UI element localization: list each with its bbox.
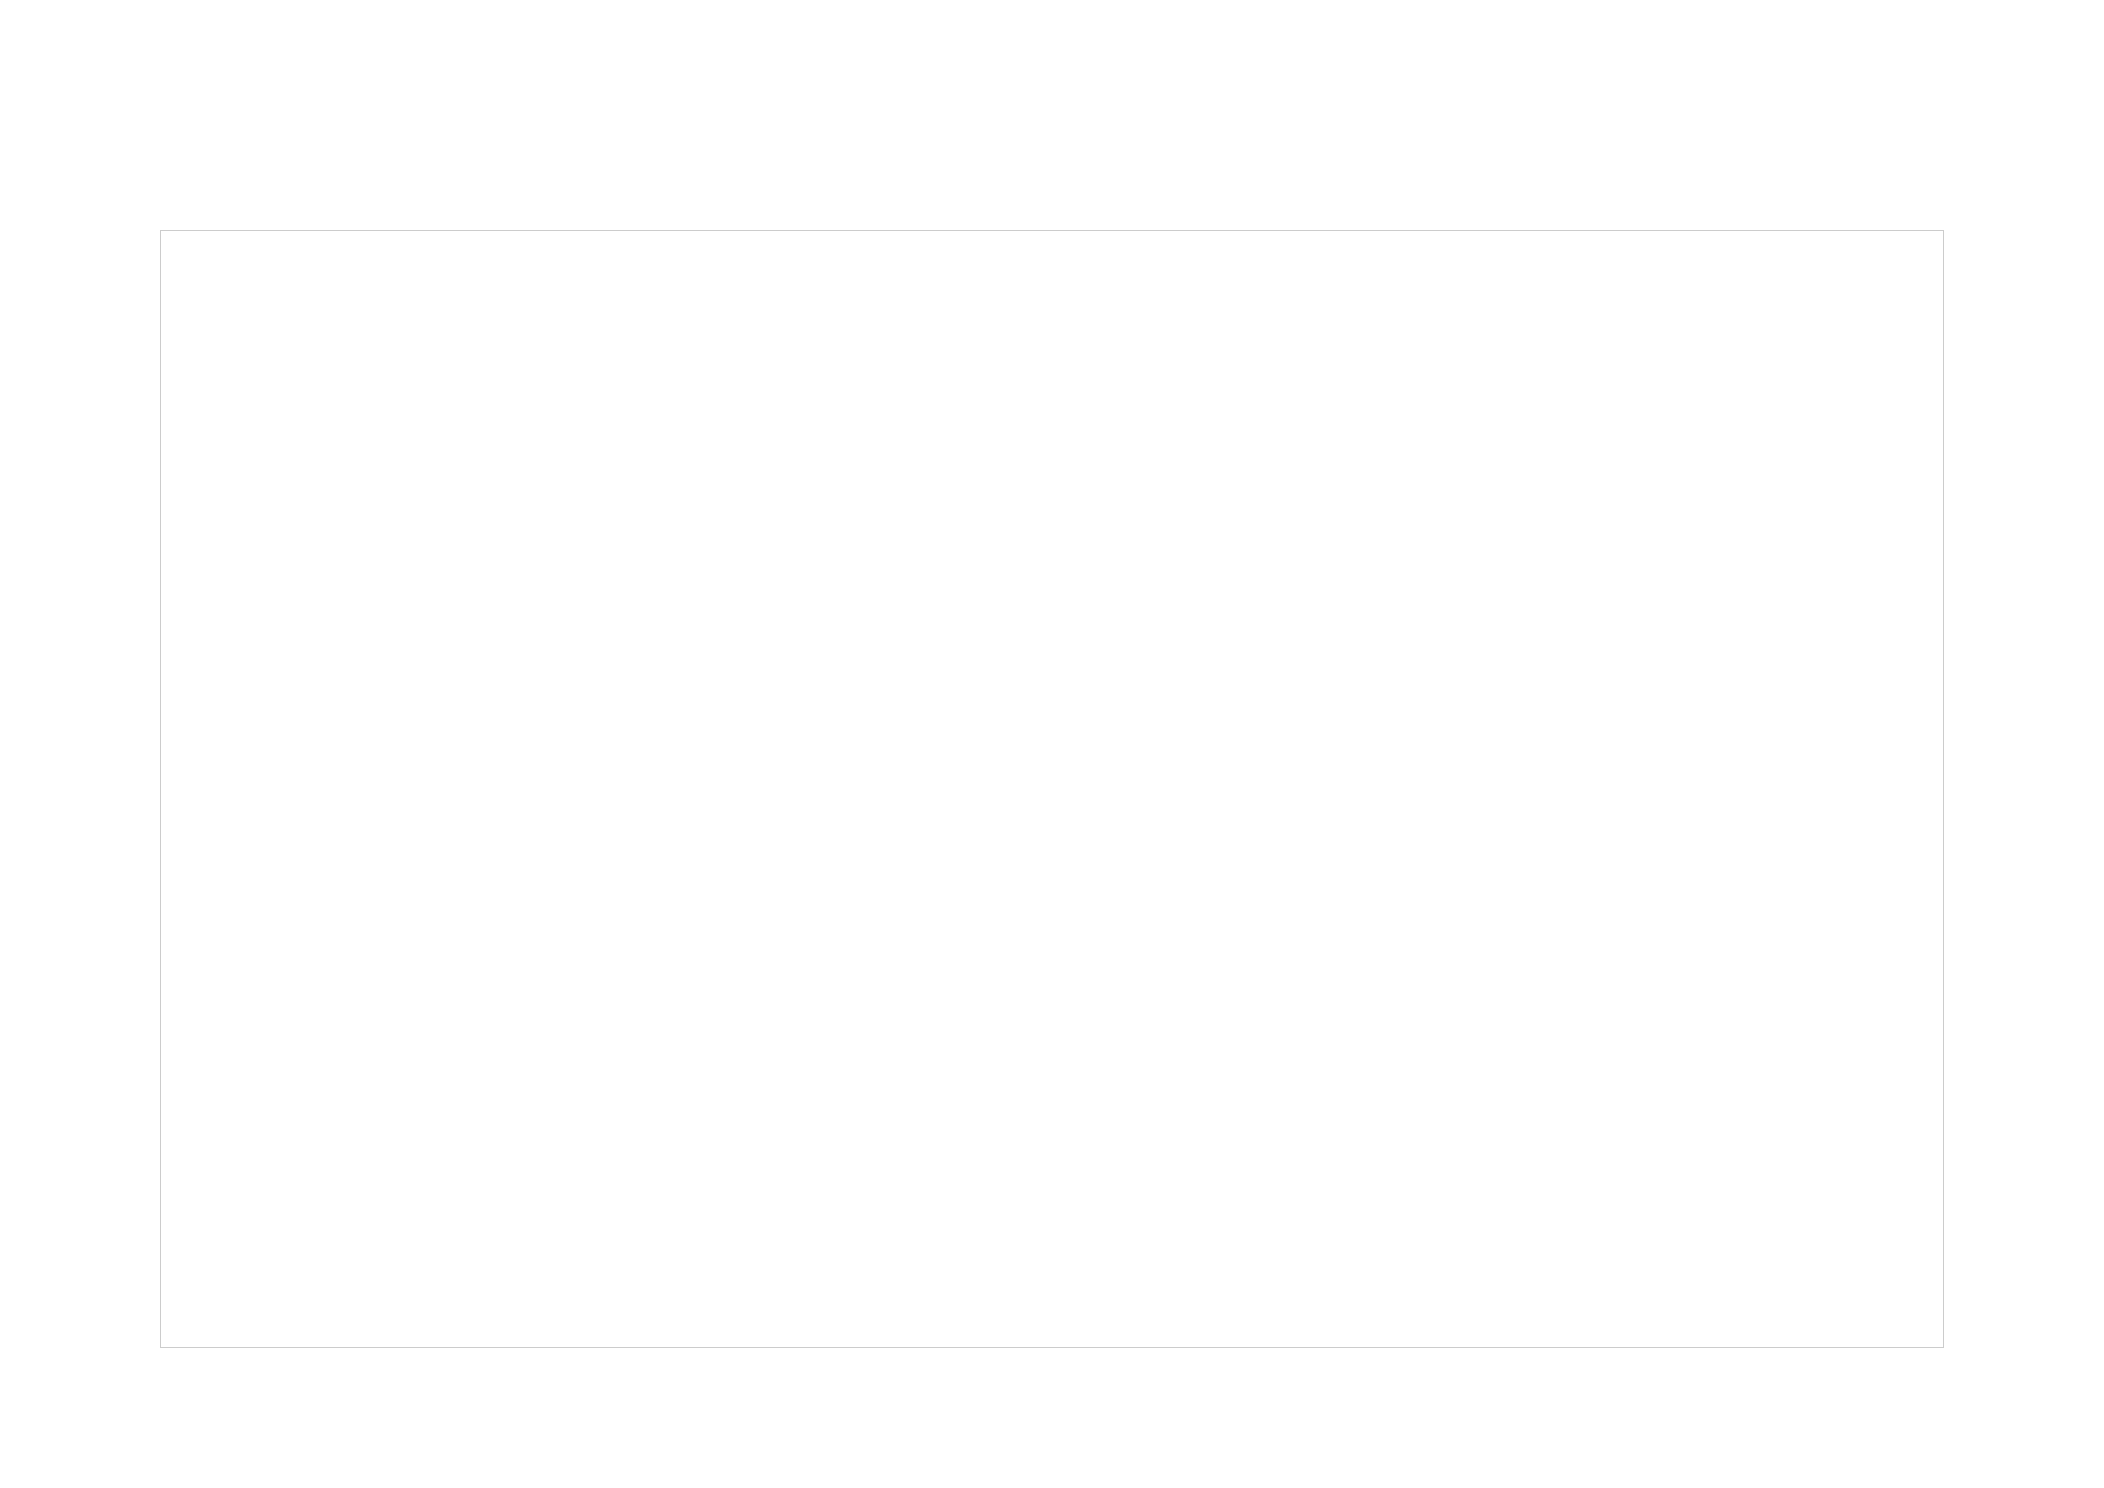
content-area <box>160 230 1944 1348</box>
